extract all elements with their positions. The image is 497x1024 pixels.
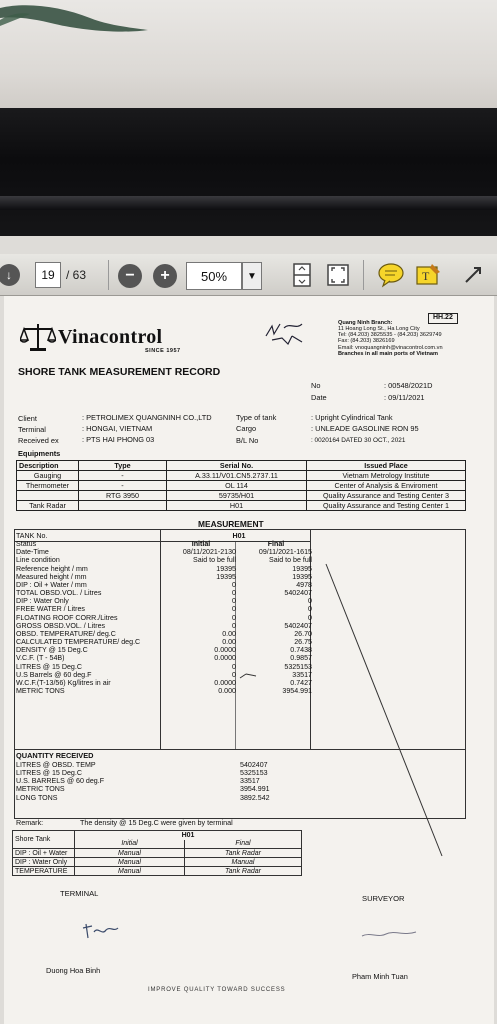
initial-value: 08/11/2021-2130 xyxy=(182,548,236,557)
cargo-label: Cargo xyxy=(236,424,257,433)
table-row xyxy=(13,858,302,867)
table-row xyxy=(17,481,466,491)
eq-cell xyxy=(17,491,79,501)
row-label: CALCULATED TEMPERATURE/ deg.C xyxy=(16,638,141,647)
client-value: : PETROLIMEX QUANGNINH CO.,LTD xyxy=(82,413,212,422)
row-label: FLOATING ROOF CORR./Litres xyxy=(16,613,118,622)
row-label: GROSS OBSD.VOL. / Litres xyxy=(16,621,106,630)
initial-value: 0 xyxy=(232,589,236,598)
table-row xyxy=(14,671,314,679)
branch-email: Email: vnoquangninh@vinacontrol.com.vn xyxy=(338,345,443,351)
initial-value: 0.0000 xyxy=(214,654,236,663)
branch-note: Branches in all main ports of Vietnam xyxy=(338,351,438,357)
final-value: 0 xyxy=(308,613,312,622)
shore-initial-value: Manual xyxy=(75,849,185,858)
eq-cell: OL 114 xyxy=(167,481,307,491)
shore-initial-value: Manual xyxy=(75,867,185,876)
table-row xyxy=(17,471,466,481)
eq-cell: Quality Assurance and Testing Center 3 xyxy=(307,491,466,501)
final-value: 0.7438 xyxy=(290,646,312,655)
next-page-icon[interactable]: ↓ xyxy=(0,264,20,286)
table-row xyxy=(14,605,314,613)
final-value: 19395 xyxy=(292,564,312,573)
monitor-bezel xyxy=(0,108,497,236)
table-row xyxy=(13,867,302,876)
table-row xyxy=(14,777,314,785)
eq-header-issued: Issued Place xyxy=(307,461,466,471)
eq-cell: Tank Radar xyxy=(17,501,79,511)
initial-value: 0 xyxy=(232,662,236,671)
bl-label: B/L No xyxy=(236,436,259,445)
toolbar-separator xyxy=(108,260,109,290)
shore-final-value: Tank Radar xyxy=(185,849,302,858)
eq-cell: - xyxy=(79,471,167,481)
row-label: Reference height / mm xyxy=(16,564,88,573)
tank-type-label: Type of tank xyxy=(236,413,277,422)
footer-slogan: IMPROVE QUALITY TOWARD SUCCESS xyxy=(148,987,286,993)
row-label: DIP : Water Only xyxy=(16,597,69,606)
quantity-value: 33517 xyxy=(240,777,260,786)
remark-text: The density @ 15 Deg.C were given by terminal xyxy=(80,818,233,827)
row-label: U.S Barrels @ 60 deg.F xyxy=(16,670,92,679)
row-label: V.C.F. (T - 54B) xyxy=(16,654,65,663)
final-value: 5402407 xyxy=(284,621,312,630)
equipments-header-row xyxy=(17,461,466,471)
table-row xyxy=(14,663,314,671)
table-row xyxy=(14,581,314,589)
tank-type-value: : Upright Cylindrical Tank xyxy=(311,413,393,422)
final-value: 5325153 xyxy=(284,662,312,671)
status-label: Status xyxy=(16,540,37,549)
initial-value: 0 xyxy=(232,621,236,630)
row-label: Measured height / mm xyxy=(16,572,87,581)
eq-cell: Center of Analysis & Enviroment xyxy=(307,481,466,491)
eq-header-description: Description xyxy=(17,461,79,471)
cargo-value: : UNLEADE GASOLINE RON 95 xyxy=(311,424,419,433)
table-row xyxy=(14,614,314,622)
tank-no-row xyxy=(14,532,314,540)
document-title: SHORE TANK MEASUREMENT RECORD xyxy=(18,366,221,378)
quantity-label: U.S. BARRELS @ 60 deg.F xyxy=(16,777,105,786)
shore-initial-value: Manual xyxy=(75,858,185,867)
monitor-bezel-edge xyxy=(0,196,497,210)
table-row xyxy=(14,794,314,802)
toolbar-separator xyxy=(363,260,364,290)
table-row xyxy=(13,849,302,858)
row-label: FREE WATER / Litres xyxy=(16,605,85,614)
final-value: 0.9857 xyxy=(290,654,312,663)
comment-icon[interactable] xyxy=(377,262,405,288)
row-label: OBSD. TEMPERATURE/ deg.C xyxy=(16,629,116,638)
row-label: Date-Time xyxy=(16,548,49,557)
quantity-divider-line xyxy=(14,749,466,750)
shore-final-value: Tank Radar xyxy=(185,867,302,876)
row-label: METRIC TONS xyxy=(16,686,65,695)
tank-no-label: TANK No. xyxy=(16,532,48,540)
final-value: 19395 xyxy=(292,572,312,581)
row-label: W.C.F.(T-13/56) Kg/litres in air xyxy=(16,678,111,687)
surveyor-sign-label: SURVEYOR xyxy=(362,894,405,903)
terminal-sign-label: TERMINAL xyxy=(60,889,99,898)
quantity-label: LITRES @ OBSD. TEMP xyxy=(16,761,96,769)
brand-name: Vinacontrol xyxy=(58,326,163,348)
row-label: TOTAL OBSD.VOL. / Litres xyxy=(16,589,102,598)
strike-through-line xyxy=(320,560,450,860)
record-no-value: : 00548/2021D xyxy=(384,381,433,390)
quantity-table xyxy=(14,761,314,802)
quantity-label: LONG TONS xyxy=(16,793,58,802)
eq-header-type: Type xyxy=(79,461,167,471)
plant-leaf-shadow xyxy=(0,0,150,40)
table-row xyxy=(14,622,314,630)
final-value: 33517 xyxy=(292,670,312,679)
eq-cell xyxy=(79,501,167,511)
final-value: 26.70 xyxy=(294,629,312,638)
brand-tagline: SINCE 1957 xyxy=(145,348,181,354)
table-row xyxy=(14,548,314,556)
form-code: HH.22 xyxy=(428,313,458,324)
row-label: Line condition xyxy=(16,556,60,565)
shore-final-value: Manual xyxy=(185,858,302,867)
quantity-label: LITRES @ 15 Deg.C xyxy=(16,769,82,778)
table-row xyxy=(14,573,314,581)
equipments-title: Equipments xyxy=(18,449,61,458)
initial-value: 19395 xyxy=(216,564,236,573)
branch-tel: Tel: (84.203) 3825535 - (84.203) 3629749 xyxy=(338,332,442,338)
final-value: 26.75 xyxy=(294,638,312,647)
table-row xyxy=(14,597,314,605)
eq-cell: A.33.11/V01.CN5.2737.11 xyxy=(167,471,307,481)
quantity-value: 3892.542 xyxy=(240,793,270,802)
page-count: / 63 xyxy=(66,268,87,282)
measurement-table xyxy=(14,532,314,695)
fit-width-icon[interactable] xyxy=(326,262,350,288)
initial-value: 0 xyxy=(232,670,236,679)
surveyor-signature xyxy=(360,924,420,944)
eq-cell: Quality Assurance and Testing Center 1 xyxy=(307,501,466,511)
fit-page-icon[interactable] xyxy=(290,262,314,288)
initial-value: 0 xyxy=(232,597,236,606)
final-value: 09/11/2021-1615 xyxy=(258,548,312,557)
table-row xyxy=(14,638,314,646)
record-no-label: No xyxy=(311,381,321,390)
quantity-title: QUANTITY RECEIVED xyxy=(16,751,94,760)
table-row xyxy=(17,491,466,501)
zoom-out-icon[interactable]: − xyxy=(118,264,142,288)
shore-header-row xyxy=(13,831,302,840)
highlight-text-icon[interactable] xyxy=(414,262,442,288)
initial-value: 0.000 xyxy=(218,686,236,695)
initial-value: Said to be full xyxy=(193,556,236,565)
table-row xyxy=(14,565,314,573)
shore-tank-no: H01 xyxy=(75,831,302,840)
final-value: Said to be full xyxy=(269,556,312,565)
quantity-label: METRIC TONS xyxy=(16,785,65,794)
quantity-value: 3954.991 xyxy=(240,785,270,794)
final-value: 5402407 xyxy=(284,589,312,598)
initial-value: 0.00 xyxy=(222,629,236,638)
table-row xyxy=(14,556,314,564)
table-row xyxy=(14,589,314,597)
eq-cell: RTG 3950 xyxy=(79,491,167,501)
eq-header-serial: Serial No. xyxy=(167,461,307,471)
eq-cell: Thermometer xyxy=(17,481,79,491)
branch-fax: Fax: (84.203) 3826169 xyxy=(338,338,395,344)
status-row xyxy=(14,540,314,548)
table-row xyxy=(14,687,314,695)
shore-final-header: Final xyxy=(185,840,302,849)
terminal-signer-name: Duong Hoa Binh xyxy=(46,966,101,975)
zoom-level-input[interactable]: 50% xyxy=(186,262,242,290)
initial-header: Initial xyxy=(191,540,211,549)
terminal-label: Terminal xyxy=(18,425,46,434)
shore-row-label: TEMPERATURE xyxy=(13,867,75,876)
tick-mark xyxy=(238,670,258,682)
terminal-signature xyxy=(80,918,120,942)
eq-cell: H01 xyxy=(167,501,307,511)
chevron-down-icon: ▼ xyxy=(247,270,257,282)
more-tools-icon[interactable] xyxy=(462,264,484,286)
branch-title: Quang Ninh Branch: xyxy=(338,320,393,326)
terminal-value: : HONGAI, VIETNAM xyxy=(82,424,153,433)
initial-value: 0.00 xyxy=(222,638,236,647)
eq-cell: Vietnam Metrology Institute xyxy=(307,471,466,481)
shore-tank-table xyxy=(12,830,302,876)
received-value: : PTS HAI PHONG 03 xyxy=(82,435,155,444)
table-row xyxy=(14,630,314,638)
table-row xyxy=(14,761,314,769)
surveyor-signer-name: Pham Minh Tuan xyxy=(352,972,408,981)
zoom-dropdown[interactable] xyxy=(242,262,262,290)
equipments-table xyxy=(16,460,466,511)
shore-row-label: DIP : Oil + Water xyxy=(13,849,75,858)
initial-value: 0 xyxy=(232,613,236,622)
final-value: 3954.991 xyxy=(282,686,312,695)
table-row xyxy=(14,646,314,654)
shore-tank-label: Shore Tank xyxy=(13,831,75,849)
final-value: 0.7427 xyxy=(290,678,312,687)
table-row xyxy=(14,654,314,662)
shore-row-label: DIP : Water Only xyxy=(13,858,75,867)
page-number-input[interactable]: 19 xyxy=(35,262,61,288)
table-row xyxy=(14,679,314,687)
zoom-in-icon[interactable]: + xyxy=(153,264,177,288)
table-row xyxy=(14,769,314,777)
initial-value: 0 xyxy=(232,580,236,589)
quantity-value: 5402407 xyxy=(240,761,268,769)
row-label: DIP : Oil + Water / mm xyxy=(16,580,87,589)
initials-signature xyxy=(262,318,312,348)
tank-no-value: H01 xyxy=(232,532,246,540)
initial-value: 0.0000 xyxy=(214,678,236,687)
row-label: DENSITY @ 15 Deg.C xyxy=(16,646,88,655)
row-label: LITRES @ 15 Deg.C xyxy=(16,662,82,671)
record-date-label: Date xyxy=(311,393,327,402)
record-date-value: : 09/11/2021 xyxy=(384,393,425,402)
table-row xyxy=(14,785,314,793)
vinacontrol-logo-icon xyxy=(20,322,56,352)
measurement-title: MEASUREMENT xyxy=(198,519,264,529)
table-row xyxy=(17,501,466,511)
final-value: 0 xyxy=(308,605,312,614)
final-value: 4978 xyxy=(296,580,312,589)
received-label: Received ex xyxy=(18,436,59,445)
bl-value: : 0020164 DATED 30 OCT., 2021 xyxy=(311,437,406,444)
quantity-value: 5325153 xyxy=(240,769,268,778)
initial-value: 0 xyxy=(232,605,236,614)
final-value: 0 xyxy=(308,597,312,606)
remark-label: Remark: xyxy=(16,818,44,827)
initial-value: 19395 xyxy=(216,572,236,581)
eq-cell: - xyxy=(79,481,167,491)
svg-text:T: T xyxy=(422,269,430,283)
client-label: Client xyxy=(18,414,37,423)
eq-cell: 59735/H01 xyxy=(167,491,307,501)
initial-value: 0.0000 xyxy=(214,646,236,655)
eq-cell: Gauging xyxy=(17,471,79,481)
shore-initial-header: Initial xyxy=(75,840,185,849)
branch-address: 11 Hoang Long St., Ha Long City xyxy=(338,326,420,332)
final-header: Final xyxy=(267,540,285,549)
